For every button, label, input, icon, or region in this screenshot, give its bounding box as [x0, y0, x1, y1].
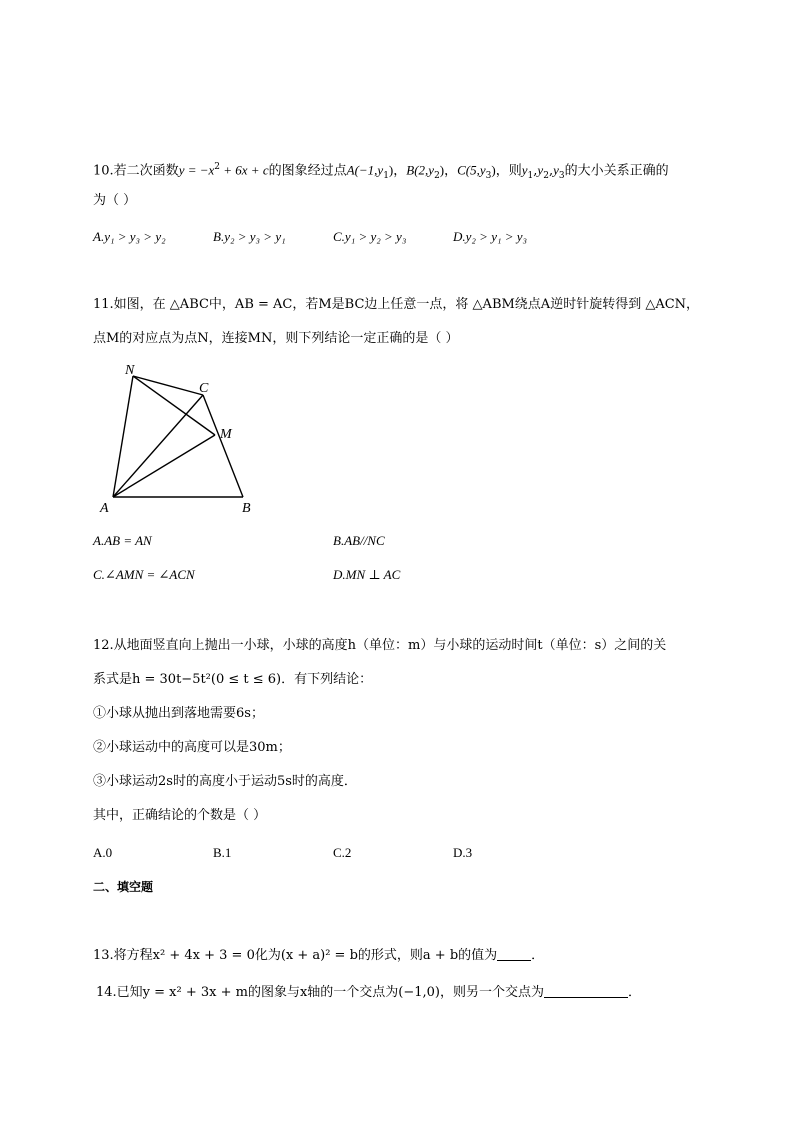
q12-option-a: A.0: [93, 845, 113, 860]
q10-func: y = −x: [178, 162, 215, 178]
q11-option-a: A.AB = AN: [93, 533, 152, 548]
q14-text-b: ．: [628, 985, 642, 1000]
q10-stem-c: ，则: [495, 163, 522, 179]
q10-func-rest: + 6x + c: [220, 162, 269, 178]
q10-point-c: C(5,y: [457, 162, 486, 178]
figure-segment-ac: [113, 395, 203, 497]
q11-figure: [93, 360, 273, 520]
q13-text-a: 13.将方程x² + 4x + 3 = 0化为(x + a)² = b的形式，则a + b的值为: [93, 948, 498, 963]
q10-stem-line1: 10.若二次函数$y = -x^2 + 6x + c$的图象经过点$A(-1,y_1)$，$B(2,y_2)$，$C(5,y_3)$，则$y_1,y_2,y_3$的大小关系正确的: [93, 162, 669, 181]
q11-option-b: B.AB//NC: [333, 533, 385, 548]
q13-text: [93, 946, 544, 966]
figure-segment-am: [113, 435, 215, 497]
figure-segment-nc: [133, 376, 203, 395]
figure-label-n: N: [125, 363, 135, 378]
q10-option-d: D.y₂ > y₁ > y₃: [453, 229, 528, 244]
q11-stem-line2: 点M的对应点为点N，连接MN，则下列结论一定正确的是（ ）: [93, 331, 459, 346]
q13-text-b: ．: [531, 948, 545, 963]
figure-segment-bc: [203, 395, 243, 497]
q10-stem-b: 的图象经过点: [268, 163, 347, 179]
q12-statement-2: ②小球运动中的高度可以是30m；: [93, 740, 291, 755]
q10-stem-line2: 为（ ）: [93, 193, 137, 208]
q13-answer-blank[interactable]: [497, 946, 531, 961]
q12-question: 其中，正确结论的个数是（ ）: [93, 808, 267, 823]
q11-option-d: D.MN ⊥ AC: [333, 567, 401, 582]
figure-label-a: A: [100, 501, 109, 516]
figure-label-m: M: [220, 427, 232, 442]
q10-option-c: C.y₁ > y₂ > y₃: [333, 229, 407, 244]
q14-text: [96, 983, 641, 1003]
q10-option-a: A.y₁ > y₃ > y₂: [93, 229, 166, 244]
q10-point-b: B(2,y: [406, 162, 435, 178]
section-heading-fill-in: 二、填空题: [93, 880, 154, 894]
figure-label-b: B: [242, 501, 251, 516]
q10-stem-d: 的大小关系正确的: [564, 163, 669, 179]
q14-answer-blank[interactable]: [544, 983, 628, 998]
q12-statement-1: ①小球从抛出到落地需要6s；: [93, 706, 264, 721]
figure-label-c: C: [199, 381, 209, 396]
q12-option-d: D.3: [453, 845, 473, 860]
q11-option-c: C.∠AMN = ∠ACN: [93, 567, 195, 582]
q10-option-b: B.y₂ > y₃ > y₁: [213, 229, 286, 244]
q12-stem-line2: 系式是h = 30t−5t²(0 ≤ t ≤ 6)．有下列结论：: [93, 672, 373, 687]
q12-option-c: C.2: [333, 845, 352, 860]
q12-statement-3: ③小球运动2s时的高度小于运动5s时的高度．: [93, 774, 357, 789]
q10-point-a: A(−1,y: [346, 162, 384, 178]
q14-text-a: 14.已知y = x² + 3x + m的图象与x轴的一个交点为(−1,0)，则另一个交点为: [96, 985, 545, 1000]
q10-stem-a: 10.若二次函数: [93, 163, 179, 179]
q12-option-b: B.1: [213, 845, 232, 860]
q11-stem-line1: 11.如图，在 △ABC中，AB = AC，若M是BC边上任意一点，将 △ABM绕点A逆时针旋转得到 △ACN，: [93, 297, 700, 312]
figure-segment-na: [113, 376, 133, 497]
q12-stem-line1: 12.从地面竖直向上抛出一小球，小球的高度h（单位：m）与小球的运动时间t（单位：s）之间的关: [93, 638, 667, 653]
q10-vars: y: [521, 162, 528, 178]
